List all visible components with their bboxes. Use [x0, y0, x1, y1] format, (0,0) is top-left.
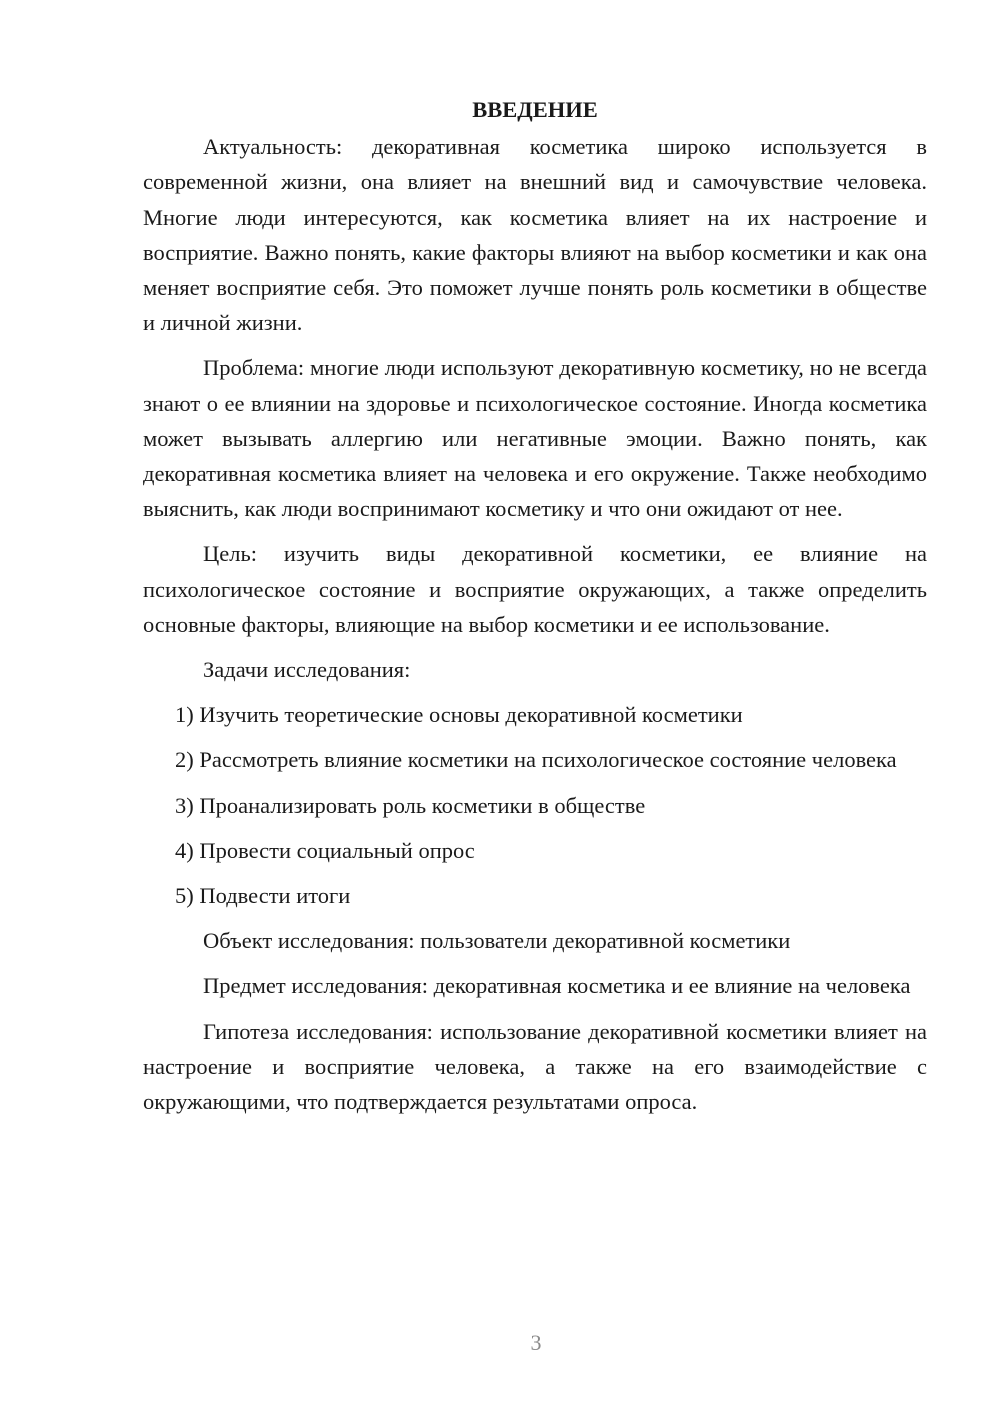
goal-paragraph: Цель: изучить виды декоративной косметики, ее влияние на психологическое состояние и восприятие окружающих, а также определить основные факторы, влияющие на выбор косметики и ее использование.	[143, 541, 927, 637]
page-number: 3	[530, 1330, 542, 1355]
tasks-title: Задачи исследования:	[203, 657, 411, 683]
subject-paragraph: Предмет исследования: декоративная косметика и ее влияние на человека	[203, 973, 911, 999]
problem-paragraph: Проблема: многие люди используют декоративную косметику, но не всегда знают о ее влиянии на здоровье и психологическое состояние. Иногда косметика может вызывать аллергию или негативные эмоции. Важно понять, как декоративная косметика влияет на человека и его окружение. Также необходимо выяснить, как люди воспринимают косметику и что они ожидают от нее.	[143, 355, 927, 522]
task-item: 4) Провести социальный опрос	[175, 837, 475, 863]
task-item: 1) Изучить теоретические основы декоративной косметики	[175, 702, 743, 728]
task-item: 3) Проанализировать роль косметики в обществе	[175, 792, 646, 818]
page-content	[143, 92, 927, 1129]
hypothesis-paragraph: Гипотеза исследования: использование декоративной косметики влияет на настроение и восприятие человека, а также на его взаимодействие с окружающими, что подтверждается результатами опроса.	[143, 1018, 927, 1115]
task-item: 2) Рассмотреть влияние косметики на психологическое состояние человека	[175, 747, 897, 773]
relevance-paragraph: Актуальность: декоративная косметика широко используется в современной жизни, она влияет на внешний вид и самочувствие человека. Многие люди интересуются, как косметика влияет на их настроение и восприятие. Важно понять, какие факторы влияют на выбор косметики и как она меняет восприятие себя. Это поможет лучше понять роль косметики в обществе и личной жизни.	[143, 134, 927, 336]
section-heading: ВВЕДЕНИЕ	[472, 97, 598, 122]
object-paragraph: Объект исследования: пользователи декоративной косметики	[203, 928, 791, 954]
task-item: 5) Подвести итоги	[175, 883, 351, 909]
